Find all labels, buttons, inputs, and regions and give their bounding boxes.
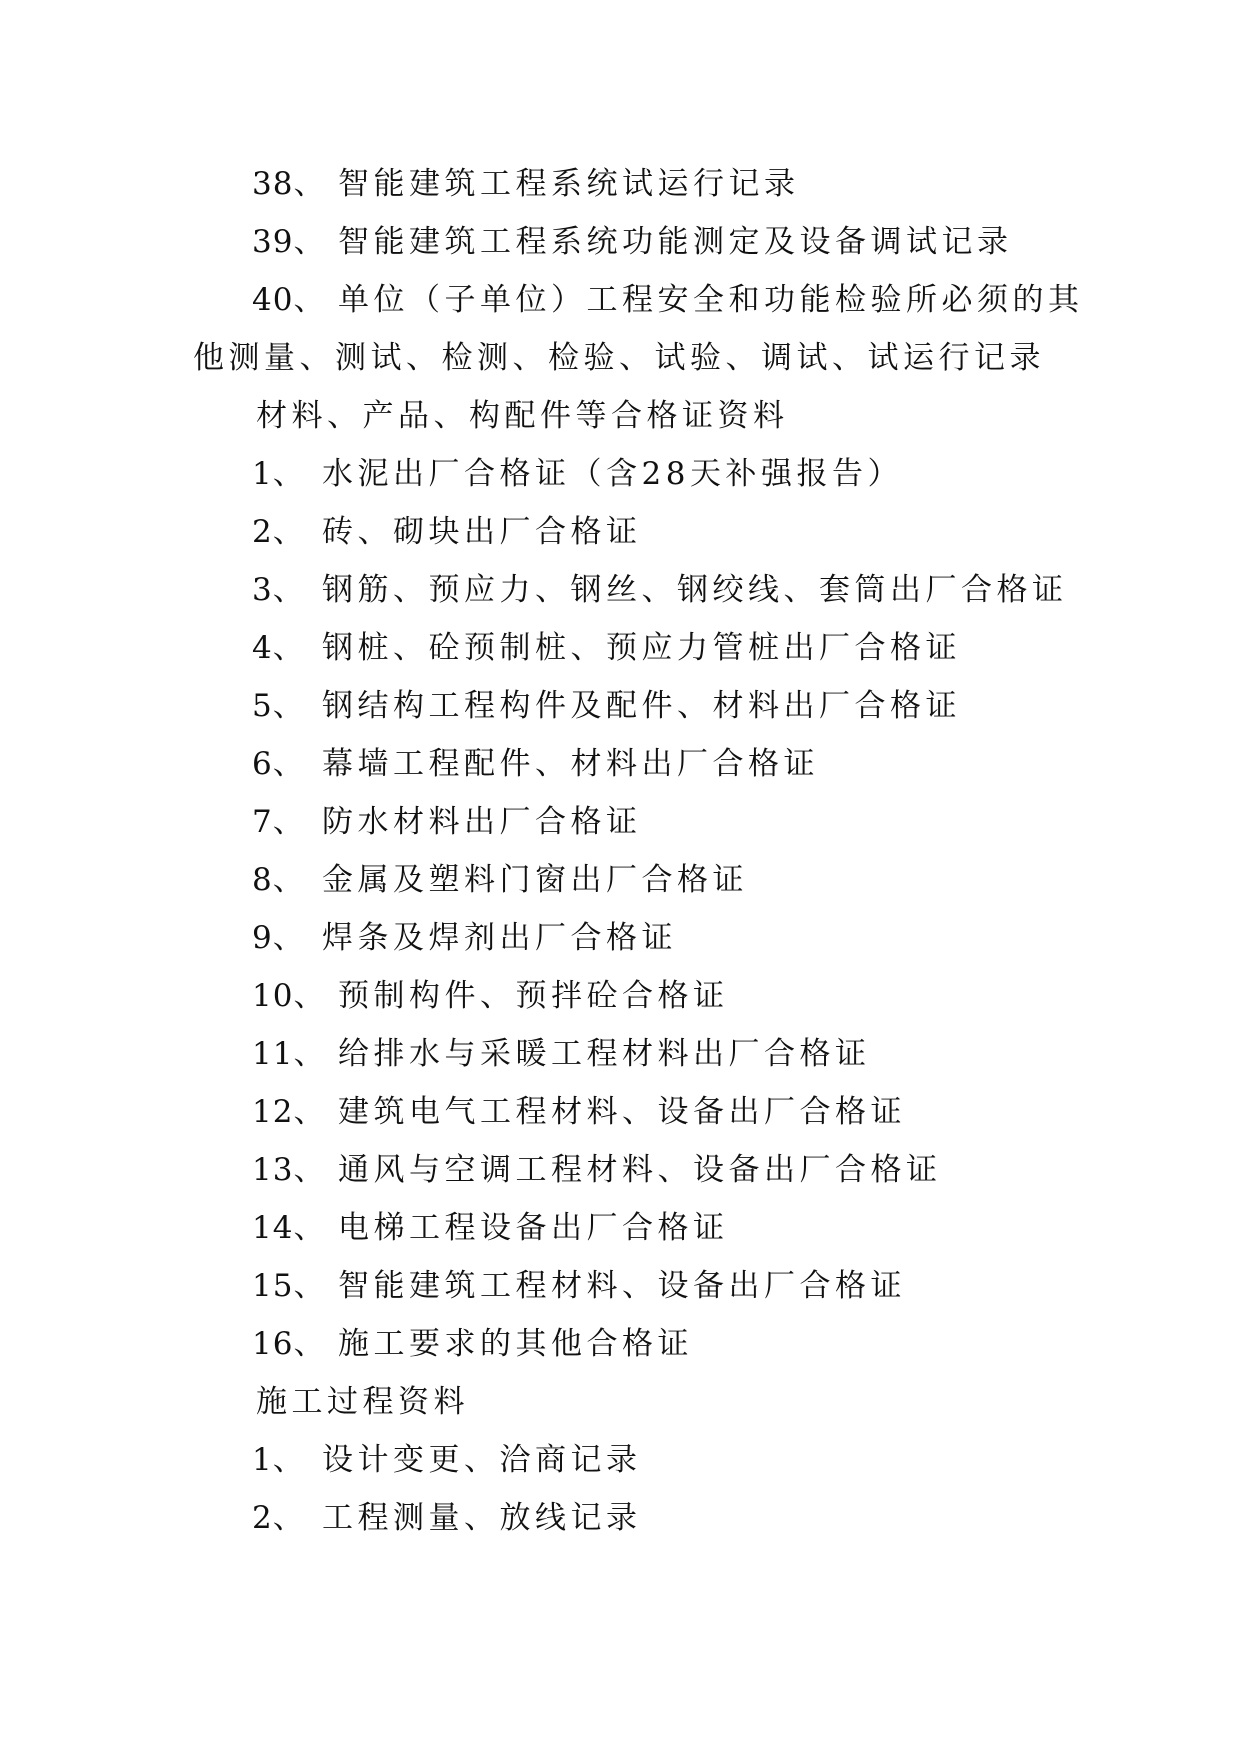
item-text: 单位（子单位）工程安全和功能检验所必须的其 (338, 282, 1084, 318)
item-text: 水泥出厂合格证（含28天补强报告） (322, 456, 903, 492)
list-item (252, 860, 748, 900)
list-item (252, 628, 961, 668)
list-item (252, 164, 800, 204)
item-text: 他测量、测试、检测、检验、试验、调试、试运行记录 (193, 340, 1045, 376)
list-item (252, 1150, 942, 1190)
item-text: 钢桩、砼预制桩、预应力管桩出厂合格证 (322, 630, 961, 666)
item-text: 幕墙工程配件、材料出厂合格证 (322, 746, 819, 782)
list-item-continuation (193, 338, 1045, 378)
item-number: 2、 (252, 1500, 305, 1536)
section-heading-process: 施工过程资料 (256, 1384, 469, 1420)
item-text: 施工要求的其他合格证 (338, 1326, 693, 1362)
item-text: 通风与空调工程材料、设备出厂合格证 (338, 1152, 942, 1188)
item-number: 14、 (252, 1210, 326, 1246)
item-text: 给排水与采暖工程材料出厂合格证 (338, 1036, 871, 1072)
item-number: 5、 (252, 688, 305, 724)
list-item (252, 1324, 693, 1364)
item-number: 6、 (252, 746, 305, 782)
list-item (252, 1498, 642, 1538)
list-item (252, 512, 642, 552)
item-text: 设计变更、洽商记录 (322, 1442, 642, 1478)
item-text: 预制构件、预拌砼合格证 (338, 978, 729, 1014)
list-item (252, 976, 729, 1016)
item-number: 40、 (252, 282, 326, 318)
list-item (252, 1440, 642, 1480)
item-text: 建筑电气工程材料、设备出厂合格证 (338, 1094, 906, 1130)
item-text: 智能建筑工程材料、设备出厂合格证 (338, 1268, 906, 1304)
list-item (252, 1034, 871, 1074)
item-text: 智能建筑工程系统试运行记录 (338, 166, 800, 202)
list-item (252, 570, 1068, 610)
item-number: 1、 (252, 1442, 305, 1478)
item-number: 38、 (252, 166, 326, 202)
item-number: 2、 (252, 514, 305, 550)
item-number: 9、 (252, 920, 305, 956)
item-number: 10、 (252, 978, 326, 1014)
list-item (252, 802, 642, 842)
item-number: 39、 (252, 224, 326, 260)
list-item (252, 1092, 906, 1132)
item-text: 智能建筑工程系统功能测定及设备调试记录 (338, 224, 1013, 260)
item-text: 焊条及焊剂出厂合格证 (322, 920, 677, 956)
list-item (252, 280, 1084, 320)
item-text: 钢筋、预应力、钢丝、钢绞线、套筒出厂合格证 (322, 572, 1068, 608)
item-number: 15、 (252, 1268, 326, 1304)
item-number: 16、 (252, 1326, 326, 1362)
item-number: 7、 (252, 804, 305, 840)
item-number: 1、 (252, 456, 305, 492)
list-item (252, 918, 677, 958)
list-item (252, 744, 819, 784)
item-text: 工程测量、放线记录 (322, 1500, 642, 1536)
item-number: 13、 (252, 1152, 326, 1188)
list-item (252, 454, 903, 494)
item-number: 4、 (252, 630, 305, 666)
item-number: 11、 (252, 1036, 326, 1072)
item-text: 钢结构工程构件及配件、材料出厂合格证 (322, 688, 961, 724)
list-item (252, 686, 961, 726)
item-number: 8、 (252, 862, 305, 898)
list-item (252, 1208, 729, 1248)
item-text: 砖、砌块出厂合格证 (322, 514, 642, 550)
item-number: 12、 (252, 1094, 326, 1130)
item-text: 金属及塑料门窗出厂合格证 (322, 862, 748, 898)
item-text: 电梯工程设备出厂合格证 (338, 1210, 729, 1246)
list-item (252, 222, 1013, 262)
section-heading-materials: 材料、产品、构配件等合格证资料 (256, 398, 789, 434)
item-text: 防水材料出厂合格证 (322, 804, 642, 840)
list-item (252, 1266, 906, 1306)
item-number: 3、 (252, 572, 305, 608)
